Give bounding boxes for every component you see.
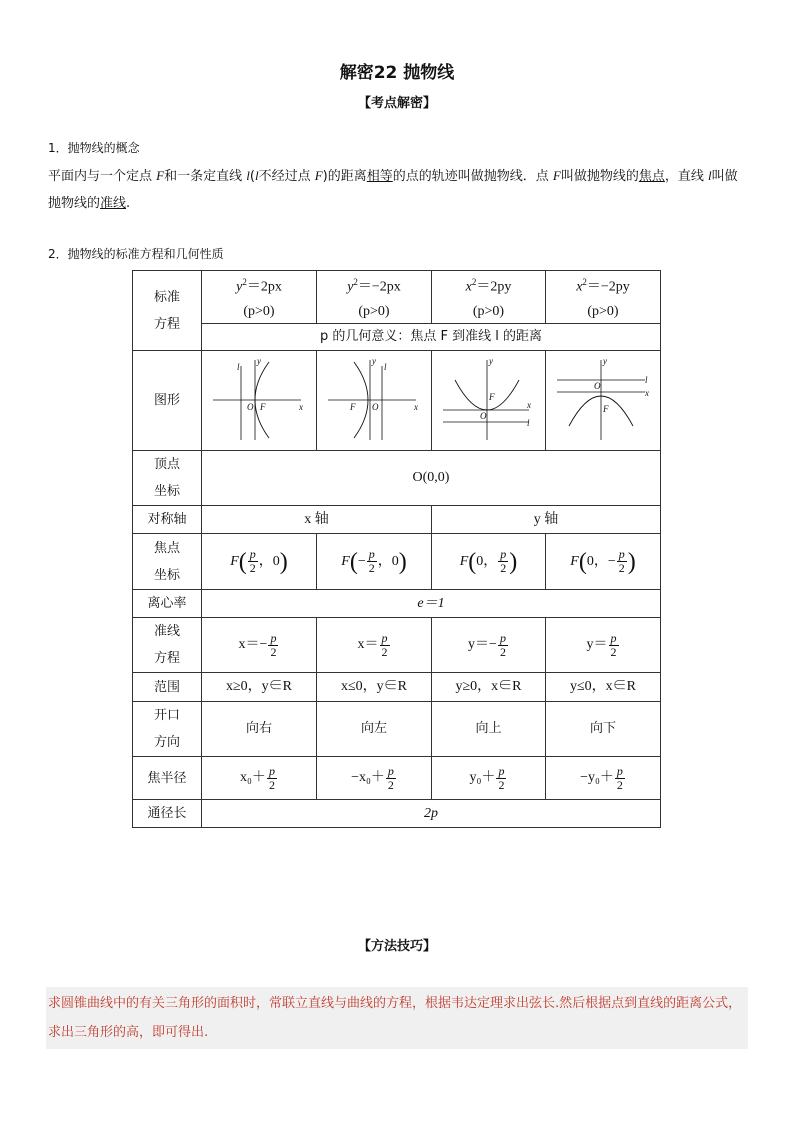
focal-radius-cell-1: x₀＋ $\frac{p}{2}$ (201, 756, 317, 800)
eccentricity-value-cell: e＝1 (201, 589, 661, 618)
method-tip-box (46, 987, 748, 1049)
svg-text:y: y (603, 355, 607, 366)
svg-text:x: x (526, 399, 531, 410)
row-label-graph: 图形 (132, 350, 202, 451)
directrix-cell-4: y＝ $\frac{p}{2}$ (545, 617, 661, 673)
row-label-opening: 开口方向 (132, 701, 202, 757)
term-directrix: 准线 (100, 196, 127, 211)
svg-text:F: F (488, 391, 494, 402)
focal-radius-cell-2: −x₀＋ $\frac{p}{2}$ (316, 756, 432, 800)
latus-rectum-value-cell: 2p (201, 799, 661, 828)
axis-x-cell: x 轴 (201, 505, 432, 534)
concept-paragraph: 平面内与一个定点 F和一条定直线 l(l不经过点 F)的距离相等的点的轨迹叫做抛物线．点 F叫做抛物线的焦点，直线 l叫做抛物线的准线. (48, 168, 738, 211)
focal-radius-cell-4: −y₀＋ $\frac{p}{2}$ (545, 756, 661, 800)
axis-y-cell: y 轴 (431, 505, 661, 534)
row-label-range: 范围 (132, 672, 202, 702)
svg-text:y: y (372, 355, 376, 366)
row-label-vertex: 顶点坐标 (132, 450, 202, 506)
svg-text:O: O (594, 380, 601, 391)
svg-text:x: x (299, 401, 303, 412)
svg-text:l: l (645, 374, 648, 385)
concept-heading: 1．抛物线的概念 (48, 141, 140, 155)
row-label-focus: 焦点坐标 (132, 533, 202, 590)
directrix-cell-3: y＝− $\frac{p}{2}$ (431, 617, 546, 673)
range-cell-3: y≥0，x∈R (431, 672, 546, 702)
section-heading-fangfa: 【方法技巧】 (357, 939, 436, 954)
range-cell-4: y≤0，x∈R (545, 672, 661, 702)
graph-cell-4 (545, 350, 661, 451)
equation-cell-4: $x^2=-2py$ (p>0) (545, 270, 661, 324)
opening-cell-2: 向左 (316, 701, 432, 757)
svg-text:x: x (645, 387, 649, 398)
equation-cell-3: $x^2=2py$ (p>0) (431, 270, 546, 324)
range-cell-1: x≥0，y∈R (201, 672, 317, 702)
svg-text:F: F (350, 401, 356, 412)
focus-cell-4: F ( 0 ， − $\frac{p}{2}$ ) (545, 533, 661, 590)
row-label-focal-radius: 焦半径 (132, 756, 202, 800)
focus-cell-1: F ( $\frac{p}{2}$ ， 0 ) (201, 533, 317, 590)
equation-cell-2: $y^2=-2px$ (p>0) (316, 270, 432, 324)
focal-radius-cell-3: y₀＋ $\frac{p}{2}$ (431, 756, 546, 800)
svg-text:O: O (479, 410, 486, 421)
svg-text:F: F (603, 403, 609, 414)
graph-cell-2 (316, 350, 432, 451)
opening-cell-1: 向右 (201, 701, 317, 757)
page-title: 解密22 抛物线 (339, 63, 455, 83)
svg-text:l: l (237, 361, 240, 372)
focus-cell-2: F ( − $\frac{p}{2}$ ， 0 ) (316, 533, 432, 590)
svg-text:l: l (384, 361, 387, 372)
term-focus: 焦点 (638, 169, 665, 184)
directrix-cell-1: x＝− $\frac{p}{2}$ (201, 617, 317, 673)
equation-cell-1: $y^2=2px$ (p>0) (201, 270, 317, 324)
parabola-properties-table (132, 270, 661, 828)
parabola-left-graph (322, 356, 426, 446)
vertex-value-cell: O(0,0) (201, 450, 661, 506)
directrix-cell-2: x＝ $\frac{p}{2}$ (316, 617, 432, 673)
svg-text:F: F (260, 401, 266, 412)
opening-cell-4: 向下 (545, 701, 661, 757)
term-equal: 相等 (366, 169, 393, 184)
row-label-equation: 标准方程 (132, 270, 202, 351)
row-label-axis: 对称轴 (132, 505, 202, 534)
graph-cell-1 (201, 350, 317, 451)
svg-text:l: l (526, 417, 530, 428)
graph-cell-3 (431, 350, 546, 451)
range-cell-2: x≤0，y∈R (316, 672, 432, 702)
svg-text:y: y (257, 355, 261, 366)
method-tip-text: 求圆锥曲线中的有关三角形的面积时，常联立直线与曲线的方程，根据韦达定理求出弦长.然后根据点到直线的距离公式，求出三角形的高，即可得出. (48, 996, 742, 1040)
opening-cell-3: 向上 (431, 701, 546, 757)
section-heading-kaodian: 【考点解密】 (357, 96, 436, 111)
svg-text:x: x (414, 401, 418, 412)
parabola-right-graph (207, 356, 311, 446)
svg-text:y: y (488, 355, 493, 366)
svg-text:O: O (372, 401, 379, 412)
focus-cell-3: F ( 0 ， $\frac{p}{2}$ ) (431, 533, 546, 590)
row-label-eccentricity: 离心率 (132, 589, 202, 618)
p-meaning-cell: p 的几何意义：焦点 F 到准线 l 的距离 (201, 323, 661, 351)
properties-heading: 2．抛物线的标准方程和几何性质 (48, 247, 224, 261)
parabola-down-graph (551, 356, 655, 446)
row-label-latus-rectum: 通径长 (132, 799, 202, 828)
row-label-directrix: 准线方程 (132, 617, 202, 673)
parabola-up-graph (437, 356, 541, 446)
svg-text:O: O (247, 401, 254, 412)
